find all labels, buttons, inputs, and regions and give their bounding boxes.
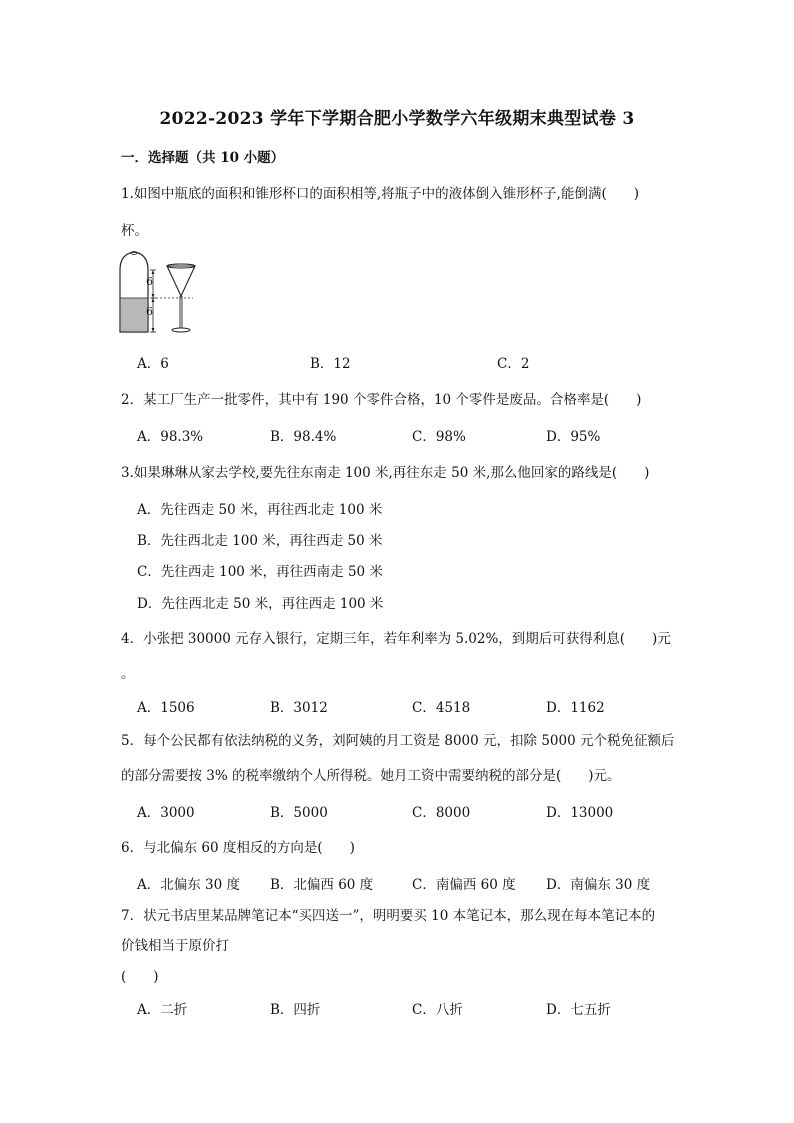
- q7-option-a[interactable]: A．二折: [137, 1002, 188, 1018]
- question-7-text-cont: 价钱相当于原价打: [121, 938, 229, 954]
- page-title: 2022-2023 学年下学期合肥小学数学六年级期末典型试卷 3: [159, 109, 635, 129]
- q2-option-d[interactable]: D．95%: [546, 429, 601, 445]
- q6-option-a[interactable]: A．北偏东 30 度: [137, 877, 241, 893]
- glass-base: [172, 328, 190, 332]
- section-heading: 一．选择题（共 10 小题）: [121, 150, 285, 166]
- q4-option-d[interactable]: D．1162: [546, 700, 605, 716]
- question-7-answer-blank: ( ): [121, 969, 159, 985]
- q5-option-b[interactable]: B．5000: [270, 805, 328, 821]
- question-7-text: 7．状元书店里某品牌笔记本“买四送一”，明明要买 10 本笔记本，那么现在每本笔记本的: [121, 908, 656, 924]
- dimension-label-lower: 6: [146, 305, 153, 318]
- q3-option-d[interactable]: D．先往西北走 50 米，再往西走 100 米: [137, 596, 384, 612]
- q1-option-c[interactable]: C．2: [497, 356, 530, 372]
- cone-cup: [167, 266, 195, 296]
- q2-option-b[interactable]: B．98.4%: [270, 429, 337, 445]
- question-3-text: 3.如果琳琳从家去学校,要先往东南走 100 米,再往东走 50 米,那么他回家的路线是( ): [121, 465, 650, 481]
- q1-option-a[interactable]: A．6: [137, 356, 169, 372]
- q3-option-a[interactable]: A．先往西走 50 米，再往西北走 100 米: [137, 502, 383, 518]
- q5-option-c[interactable]: C．8000: [412, 805, 471, 821]
- q3-option-b[interactable]: B．先往西北走 100 米，再往西走 50 米: [137, 533, 383, 549]
- q6-option-b[interactable]: B．北偏西 60 度: [270, 877, 374, 893]
- q6-option-d[interactable]: D．南偏东 30 度: [546, 877, 651, 893]
- q4-option-a[interactable]: A．1506: [137, 700, 195, 716]
- dimension-label-upper: 6: [146, 275, 153, 288]
- q1-option-b[interactable]: B．12: [310, 356, 351, 372]
- bottle-and-cone-glass-figure: [115, 248, 205, 342]
- q7-option-c[interactable]: C．八折: [412, 1002, 463, 1018]
- question-1-text: 1.如图中瓶底的面积和锥形杯口的面积相等,将瓶子中的液体倒入锥形杯子,能倒满( ): [121, 186, 639, 202]
- question-4-text: 4．小张把 30000 元存入银行，定期三年，若年利率为 5.02%，到期后可获得利息( )元: [121, 631, 671, 647]
- q5-option-d[interactable]: D．13000: [546, 805, 614, 821]
- question-5-text-cont: 的部分需要按 3% 的税率缴纳个人所得税。她月工资中需要纳税的部分是( )元。: [121, 768, 621, 784]
- bottle-cone-diagram: [115, 248, 205, 338]
- bottle-liquid: [121, 298, 148, 331]
- q2-option-c[interactable]: C．98%: [412, 429, 466, 445]
- q5-option-a[interactable]: A．3000: [137, 805, 195, 821]
- q7-option-d[interactable]: D．七五折: [546, 1002, 611, 1018]
- question-2-text: 2．某工厂生产一批零件，其中有 190 个零件合格，10 个零件是废品。合格率是( ): [121, 392, 642, 408]
- question-5-text: 5．每个公民都有依法纳税的义务，刘阿姨的月工资是 8000 元，扣除 5000 元个税免征额后: [121, 733, 675, 749]
- question-1-text-cont: 杯。: [121, 223, 148, 239]
- q7-option-b[interactable]: B．四折: [270, 1002, 321, 1018]
- question-6-text: 6．与北偏东 60 度相反的方向是( ): [121, 840, 355, 856]
- q4-option-b[interactable]: B．3012: [270, 700, 328, 716]
- q6-option-c[interactable]: C．南偏西 60 度: [412, 877, 516, 893]
- question-4-text-cont: 。: [121, 666, 135, 682]
- q3-option-c[interactable]: C．先往西走 100 米，再往西南走 50 米: [137, 564, 383, 580]
- q2-option-a[interactable]: A．98.3%: [137, 429, 204, 445]
- q4-option-c[interactable]: C．4518: [412, 700, 471, 716]
